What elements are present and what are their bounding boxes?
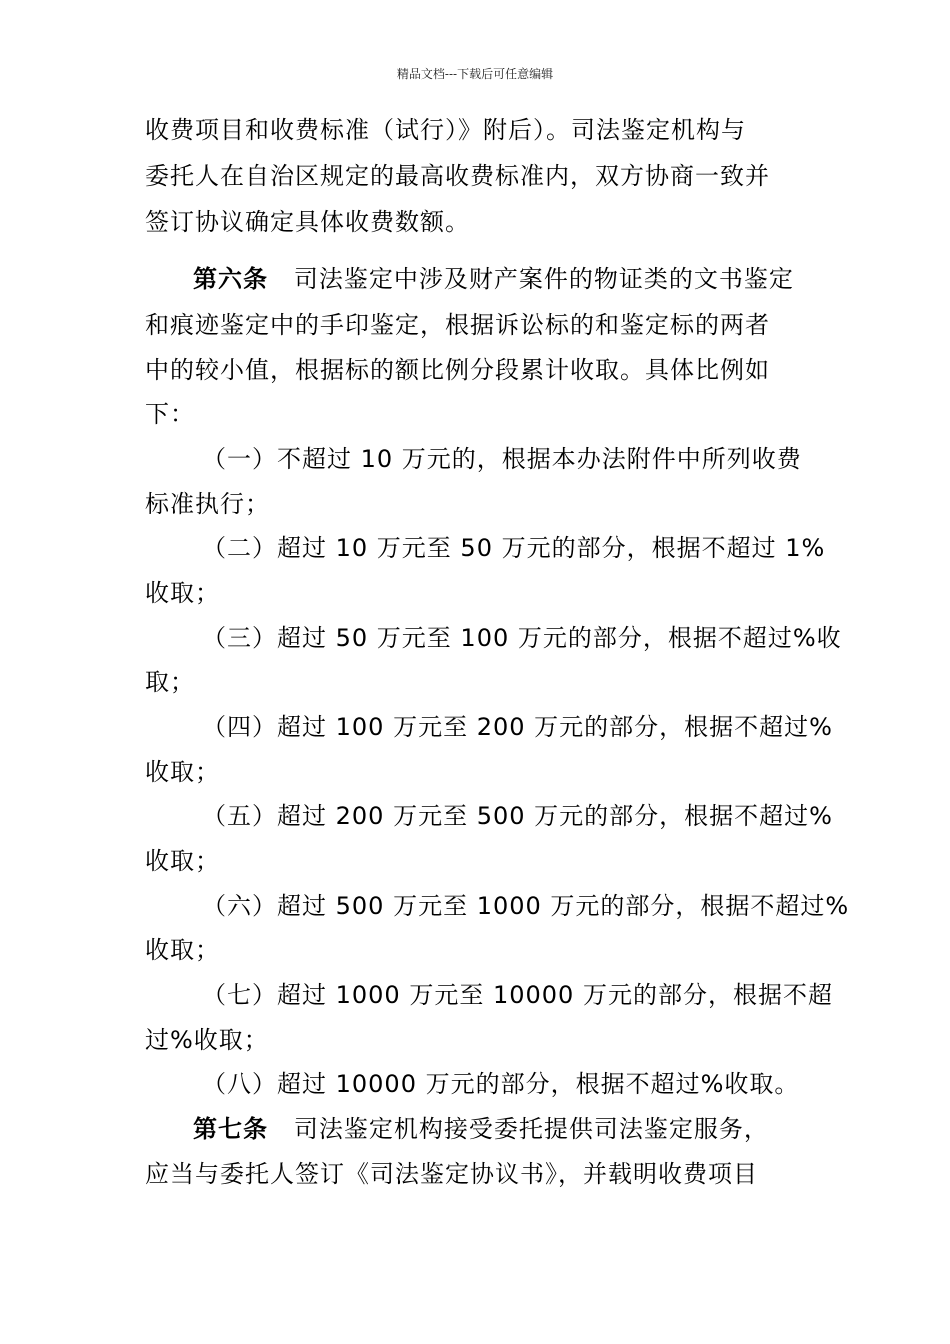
text-line: 签订协议确定具体收费数额。 bbox=[145, 208, 470, 236]
text-line: 收取； bbox=[145, 936, 220, 964]
text-line: 委托人在自治区规定的最高收费标准内，双方协商一致并 bbox=[145, 162, 770, 190]
text-line: 和痕迹鉴定中的手印鉴定，根据诉讼标的和鉴定标的两者 bbox=[145, 311, 770, 339]
list-item: （六）超过 500 万元至 1000 万元的部分，根据不超过% bbox=[202, 892, 850, 920]
list-item: （八）超过 10000 万元的部分，根据不超过%收取。 bbox=[202, 1070, 800, 1098]
text-line: 收费项目和收费标准（试行）》附后）。司法鉴定机构与 bbox=[145, 116, 746, 144]
text-line: 下： bbox=[145, 400, 195, 428]
text-line: 取； bbox=[145, 668, 195, 696]
list-item: （三）超过 50 万元至 100 万元的部分，根据不超过%收 bbox=[202, 624, 842, 652]
text-line: 收取； bbox=[145, 758, 220, 786]
text-line: 应当与委托人签订《司法鉴定协议书》，并载明收费项目 bbox=[145, 1160, 758, 1188]
list-item: （四）超过 100 万元至 200 万元的部分，根据不超过% bbox=[202, 713, 833, 741]
article-text: 司法鉴定中涉及财产案件的物证类的文书鉴定 bbox=[268, 265, 794, 293]
list-item: （五）超过 200 万元至 500 万元的部分，根据不超过% bbox=[202, 802, 833, 830]
list-item: （七）超过 1000 万元至 10000 万元的部分，根据不超 bbox=[202, 981, 833, 1009]
article-number: 第七条 bbox=[193, 1115, 268, 1143]
article-heading-7 bbox=[193, 1113, 769, 1145]
page-header: 精品文档---下载后可任意编辑 bbox=[396, 67, 554, 81]
article-text: 司法鉴定机构接受委托提供司法鉴定服务， bbox=[268, 1115, 769, 1143]
list-item: （二）超过 10 万元至 50 万元的部分，根据不超过 1% bbox=[202, 534, 826, 562]
article-heading-6 bbox=[193, 263, 794, 295]
list-item: （一）不超过 10 万元的，根据本办法附件中所列收费 bbox=[202, 445, 802, 473]
text-line: 标准执行； bbox=[145, 490, 270, 518]
article-number: 第六条 bbox=[193, 265, 268, 293]
text-line: 收取； bbox=[145, 847, 220, 875]
text-line: 收取； bbox=[145, 579, 220, 607]
text-line: 过%收取； bbox=[145, 1026, 269, 1054]
text-line: 中的较小值，根据标的额比例分段累计收取。具体比例如 bbox=[145, 356, 770, 384]
